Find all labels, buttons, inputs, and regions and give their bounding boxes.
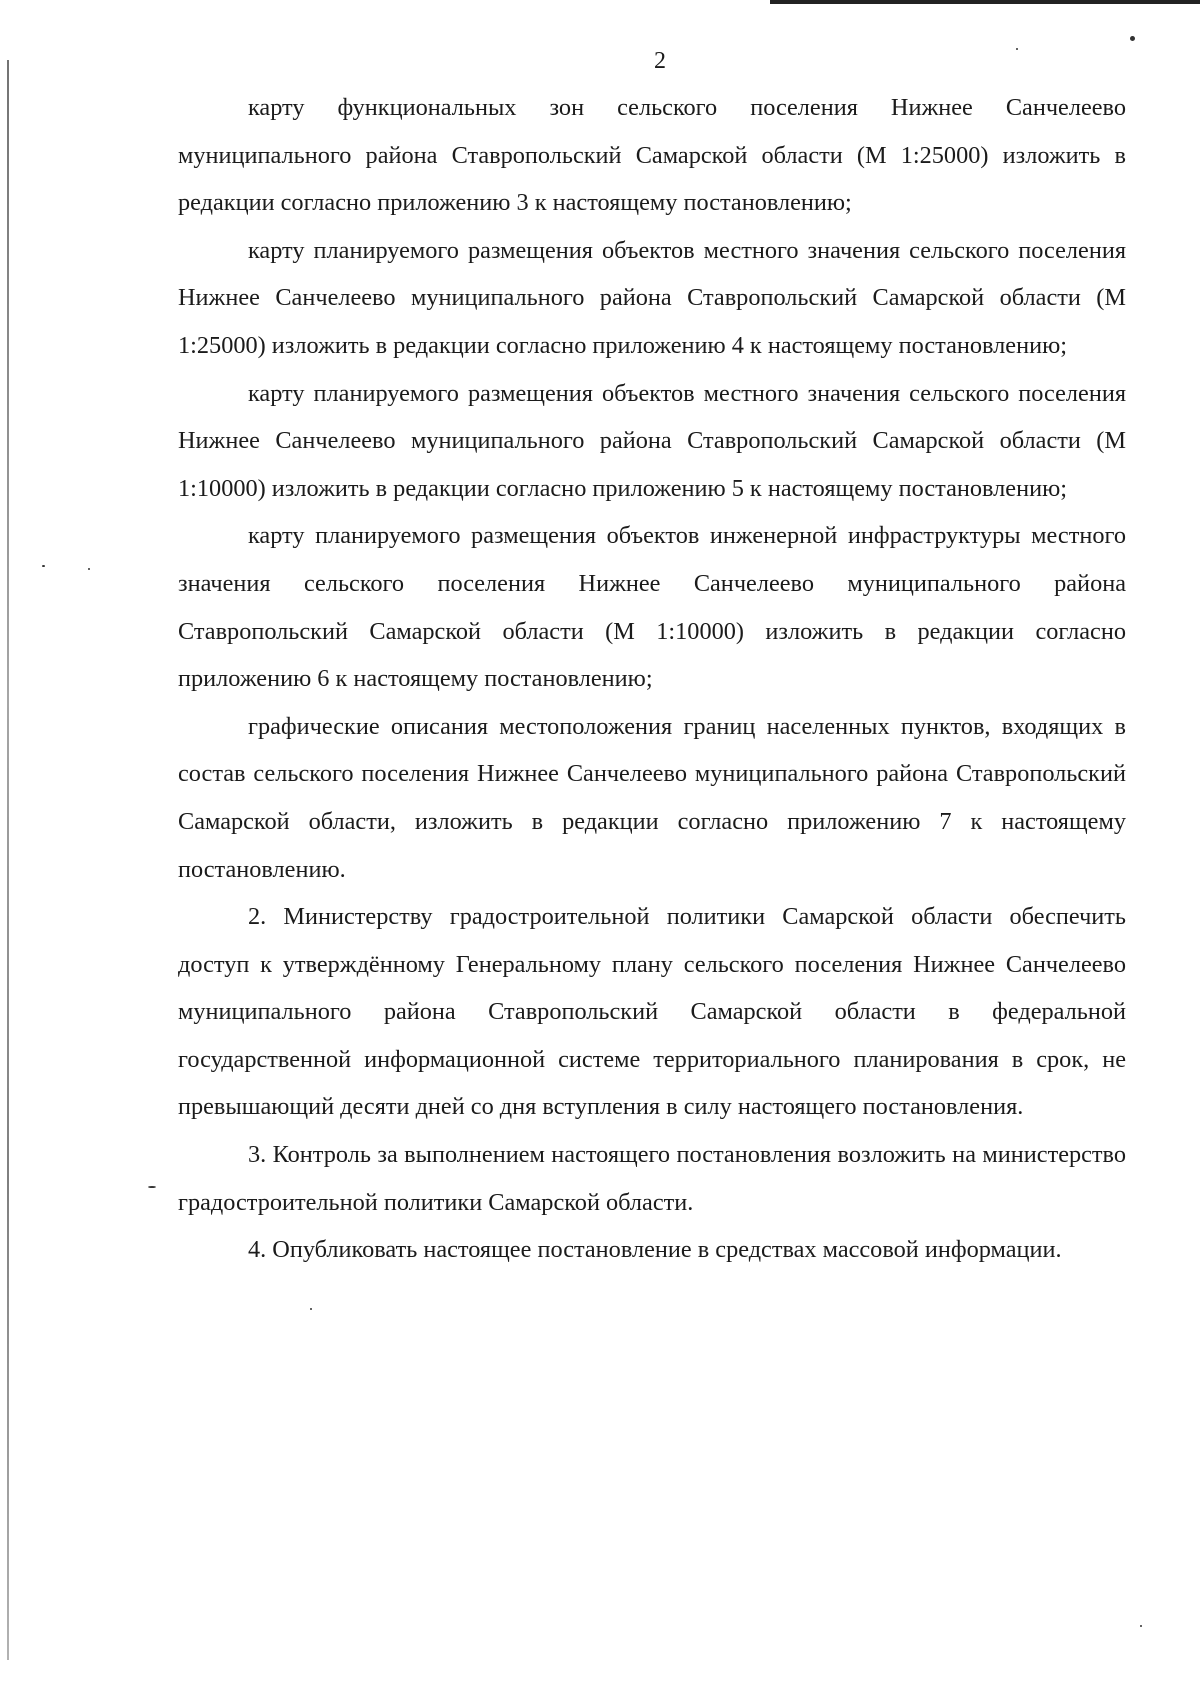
- scan-speck: [310, 1308, 312, 1310]
- paragraph-settlement-boundaries: графические описания местоположения границ населенных пунктов, входящих в состав сельского поселения Нижнее Санчелеево муниципального района Ставропольский Самарской области, изложить в редакции согласно приложению 7 к настоящему постановлению.: [178, 712, 1126, 883]
- paragraph-item-4: 4. Опубликовать настоящее постановление в средствах массовой информации.: [248, 1236, 1062, 1264]
- scan-speck: [88, 568, 90, 570]
- scan-speck: [148, 1186, 156, 1188]
- paragraph-item-2: 2. Министерству градостроительной политики Самарской области обеспечить доступ к утверждённому Генеральному плану сельского поселения Нижнее Санчелеево муниципального района Ставропольский Самарской области в федеральной государственной информационной системе территориального планирования в срок, не превышающий десяти дней со дня вступления в силу настоящего постановления.: [178, 903, 1126, 1121]
- paragraph-item-3: 3. Контроль за выполнением настоящего постановления возложить на министерство градостроительной политики Самарской области.: [178, 1141, 1126, 1216]
- scan-speck: [1140, 1625, 1142, 1627]
- scan-left-edge: [7, 60, 9, 1660]
- paragraph-functional-zones-map: карту функциональных зон сельского поселения Нижнее Санчелеево муниципального района Ставропольский Самарской области (М 1:25000) изложить в редакции согласно приложению 3 к настоящему постановлению;: [178, 94, 1126, 217]
- document-body: [178, 84, 1126, 1274]
- paragraph-local-objects-map-25000: карту планируемого размещения объектов местного значения сельского поселения Нижнее Санчелеево муниципального района Ставропольский Самарской области (М 1:25000) изложить в редакции согласно приложению 4 к настоящему постановлению;: [178, 236, 1126, 359]
- page-number: 2: [654, 48, 666, 74]
- paragraph-engineering-infrastructure-map: карту планируемого размещения объектов инженерной инфраструктуры местного значения сельского поселения Нижнее Санчелеево муниципального района Ставропольский Самарской области (М 1:10000) изложить в редакции согласно приложению 6 к настоящему постановлению;: [178, 522, 1126, 693]
- scan-speck: [42, 565, 45, 567]
- scan-speck: [1130, 36, 1135, 41]
- paragraph-local-objects-map-10000: карту планируемого размещения объектов местного значения сельского поселения Нижнее Санчелеево муниципального района Ставропольский Самарской области (М 1:10000) изложить в редакции согласно приложению 5 к настоящему постановлению;: [178, 379, 1126, 502]
- scan-top-rule: [770, 0, 1200, 4]
